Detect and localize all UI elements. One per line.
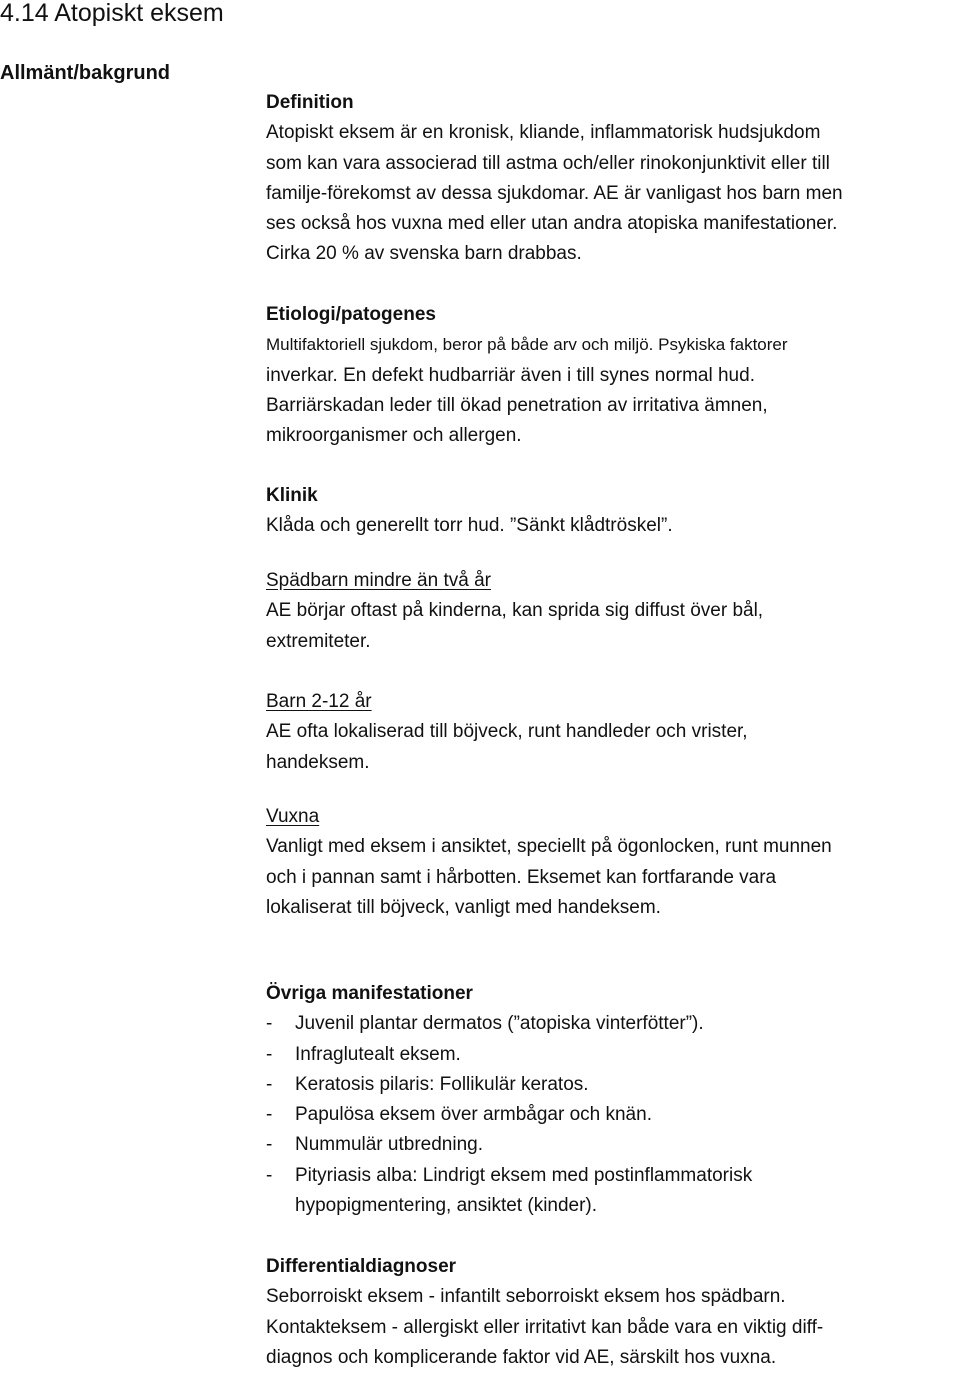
differential-section	[266, 1252, 958, 1373]
etiologi-section	[266, 300, 958, 451]
definition-line: Atopiskt eksem är en kronisk, kliande, inflammatorisk hudsjukdom	[266, 122, 821, 144]
etiologi-line: Barriärskadan leder till ökad penetration av irritativa ämnen,	[266, 394, 768, 416]
dash-bullet: -	[266, 1073, 273, 1095]
dash-bullet: -	[266, 1134, 273, 1156]
page-title: 4.14 Atopiskt eksem	[0, 0, 224, 27]
klinik-heading: Klinik	[266, 485, 318, 506]
dash-bullet: -	[266, 1164, 273, 1186]
ovriga-heading: Övriga manifestationer	[266, 983, 473, 1004]
dash-bullet: -	[266, 1043, 273, 1065]
definition-heading: Definition	[266, 92, 354, 113]
list-item	[266, 1009, 958, 1039]
klinik-line: Klåda och generellt torr hud. ”Sänkt klådtröskel”.	[266, 515, 673, 537]
spadbarn-line: extremiteter.	[266, 630, 371, 652]
list-item-text: Papulösa eksem över armbågar och knän.	[295, 1104, 652, 1126]
barn-section	[266, 687, 958, 778]
list-item-text: Pityriasis alba: Lindrigt eksem med postinflammatorisk	[295, 1164, 753, 1186]
dash-bullet: -	[266, 1104, 273, 1126]
definition-line: familje-förekomst av dessa sjukdomar. AE är vanligast hos barn men	[266, 182, 843, 204]
etiologi-line: Multifaktoriell sjukdom, beror på både arv och miljö. Psykiska faktorer	[266, 335, 788, 355]
differential-line: Kontakteksem - allergiskt eller irritativt kan både vara en viktig diff-	[266, 1316, 824, 1338]
list-item	[266, 1040, 958, 1070]
barn-line: AE ofta lokaliserad till böjveck, runt handleder och vrister,	[266, 721, 748, 743]
etiologi-line: mikroorganismer och allergen.	[266, 425, 522, 447]
vuxna-line: Vanligt med eksem i ansiktet, speciellt på ögonlocken, runt munnen	[266, 836, 832, 858]
vuxna-line: och i pannan samt i hårbotten. Eksemet kan fortfarande vara	[266, 866, 777, 888]
list-item	[266, 1161, 958, 1191]
list-item-continuation	[266, 1191, 958, 1221]
ovriga-section	[266, 979, 958, 1221]
list-item-text: Juvenil plantar dermatos (”atopiska vinterfötter”).	[295, 1013, 704, 1035]
spadbarn-section	[266, 566, 958, 657]
spadbarn-line: AE börjar oftast på kinderna, kan sprida sig diffust över bål,	[266, 600, 764, 622]
barn-heading: Barn 2-12 år	[266, 691, 372, 712]
klinik-section	[266, 481, 958, 542]
section-heading-background: Allmänt/bakgrund	[0, 62, 171, 84]
dash-bullet: -	[266, 1013, 273, 1035]
list-item-text: Infraglutealt eksem.	[295, 1043, 461, 1065]
etiologi-line: inverkar. En defekt hudbarriär även i till synes normal hud.	[266, 364, 755, 386]
definition-line: Cirka 20 % av svenska barn drabbas.	[266, 243, 582, 265]
vuxna-line: lokaliserat till böjveck, vanligt med handeksem.	[266, 896, 661, 918]
list-item-text: Keratosis pilaris: Follikulär keratos.	[295, 1073, 589, 1095]
vuxna-section	[266, 802, 958, 923]
differential-heading: Differentialdiagnoser	[266, 1256, 457, 1277]
definition-section	[266, 88, 958, 270]
differential-line: diagnos och komplicerande faktor vid AE, särskilt hos vuxna.	[266, 1346, 777, 1368]
vuxna-heading: Vuxna	[266, 806, 320, 827]
spadbarn-heading: Spädbarn mindre än två år	[266, 570, 491, 591]
definition-line: ses också hos vuxna med eller utan andra atopiska manifestationer.	[266, 213, 838, 235]
list-item-text: hypopigmentering, ansiktet (kinder).	[295, 1195, 598, 1217]
definition-line: som kan vara associerad till astma och/eller rinokonjunktivit eller till	[266, 152, 830, 174]
list-item	[266, 1070, 958, 1100]
differential-line: Seborroiskt eksem - infantilt seborroiskt eksem hos spädbarn.	[266, 1286, 786, 1308]
list-item	[266, 1130, 958, 1160]
barn-line: handeksem.	[266, 751, 370, 773]
etiologi-heading: Etiologi/patogenes	[266, 304, 436, 325]
list-item	[266, 1100, 958, 1130]
list-item-text: Nummulär utbredning.	[295, 1134, 483, 1156]
